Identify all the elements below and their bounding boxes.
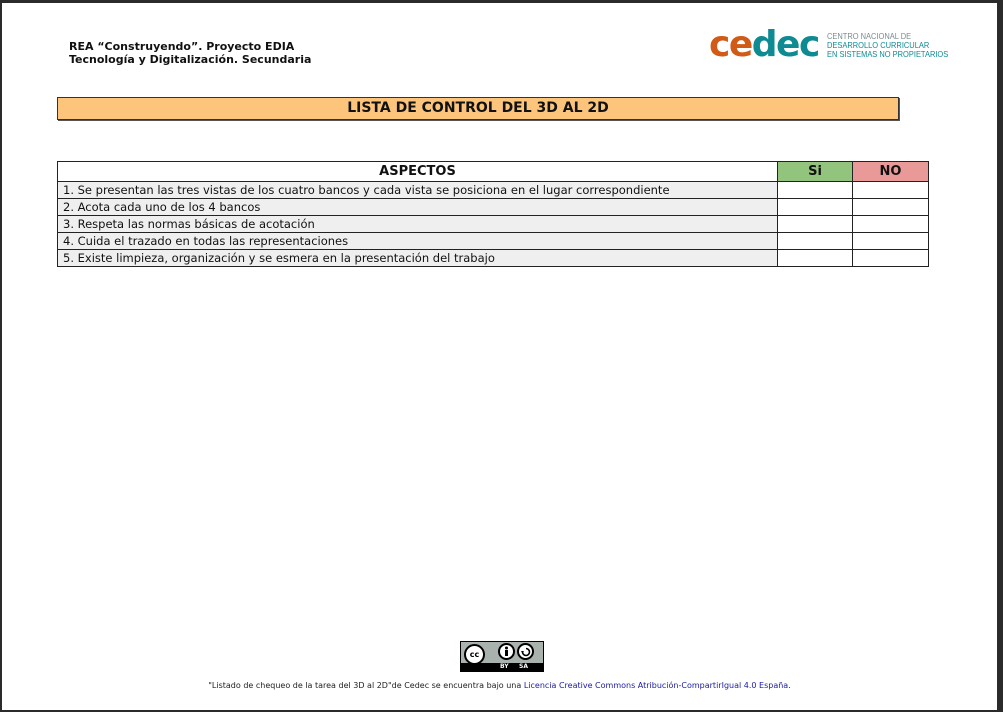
aspect-cell: 4. Cuida el trazado en todas las representaciones	[58, 233, 778, 250]
no-cell[interactable]	[853, 216, 929, 233]
cc-icon: cc	[464, 644, 485, 665]
aspect-cell: 3. Respeta las normas básicas de acotación	[58, 216, 778, 233]
creative-commons-by-sa-icon[interactable]	[460, 641, 544, 672]
share-alike-icon	[517, 643, 534, 660]
yes-cell[interactable]	[778, 233, 853, 250]
license-statement: "Listado de chequeo de la tarea del 3D al 2D"de Cedec se encuentra bajo una	[208, 681, 524, 690]
cedec-logo	[709, 24, 965, 65]
table-row	[58, 216, 929, 233]
table-row	[58, 250, 929, 267]
checklist-table	[57, 161, 929, 267]
no-cell[interactable]	[853, 199, 929, 216]
no-cell[interactable]	[853, 233, 929, 250]
license-link[interactable]: Licencia Creative Commons Atribución-CompartirIgual 4.0 España	[523, 681, 789, 690]
license-badge-bar: BY SA	[461, 663, 543, 671]
aspect-cell: 2. Acota cada uno de los 4 bancos	[58, 199, 778, 216]
license-footer: "Listado de chequeo de la tarea del 3D al 2D"de Cedec se encuentra bajo una Licencia Creative Commons Atribución-CompartirIgual 4.0 España.	[208, 681, 791, 690]
yes-cell[interactable]	[778, 250, 853, 267]
header-project-line: REA “Construyendo”. Proyecto EDIA	[69, 40, 295, 53]
person-icon	[502, 646, 511, 657]
document-header	[69, 40, 311, 66]
aspect-cell: 1. Se presentan las tres vistas de los cuatro bancos y cada vista se posiciona en el lugar correspondiente	[58, 182, 778, 199]
column-header-aspects: ASPECTOS	[58, 162, 778, 182]
cedec-logo-subtitle: CENTRO NACIONAL DE DESARROLLO CURRICULAR EN SISTEMAS NO PROPIETARIOS	[826, 30, 949, 59]
document-page	[2, 3, 997, 710]
yes-cell[interactable]	[778, 182, 853, 199]
header-subject-line: Tecnología y Digitalización. Secundaria	[69, 53, 312, 66]
share-alike-arrow-icon	[521, 647, 531, 657]
aspect-cell: 5. Existe limpieza, organización y se esmera en la presentación del trabajo	[58, 250, 778, 267]
table-row	[58, 233, 929, 250]
table-row	[58, 199, 929, 216]
no-cell[interactable]	[853, 182, 929, 199]
column-header-no: NO	[853, 162, 929, 182]
cedec-logo-wordmark: cedec	[709, 24, 819, 65]
yes-cell[interactable]	[778, 199, 853, 216]
yes-cell[interactable]	[778, 216, 853, 233]
checklist-title: LISTA DE CONTROL DEL 3D AL 2D	[57, 97, 899, 120]
column-header-yes: Si	[778, 162, 853, 182]
no-cell[interactable]	[853, 250, 929, 267]
table-header-row	[58, 162, 929, 182]
attribution-person-icon	[498, 643, 515, 660]
table-row	[58, 182, 929, 199]
